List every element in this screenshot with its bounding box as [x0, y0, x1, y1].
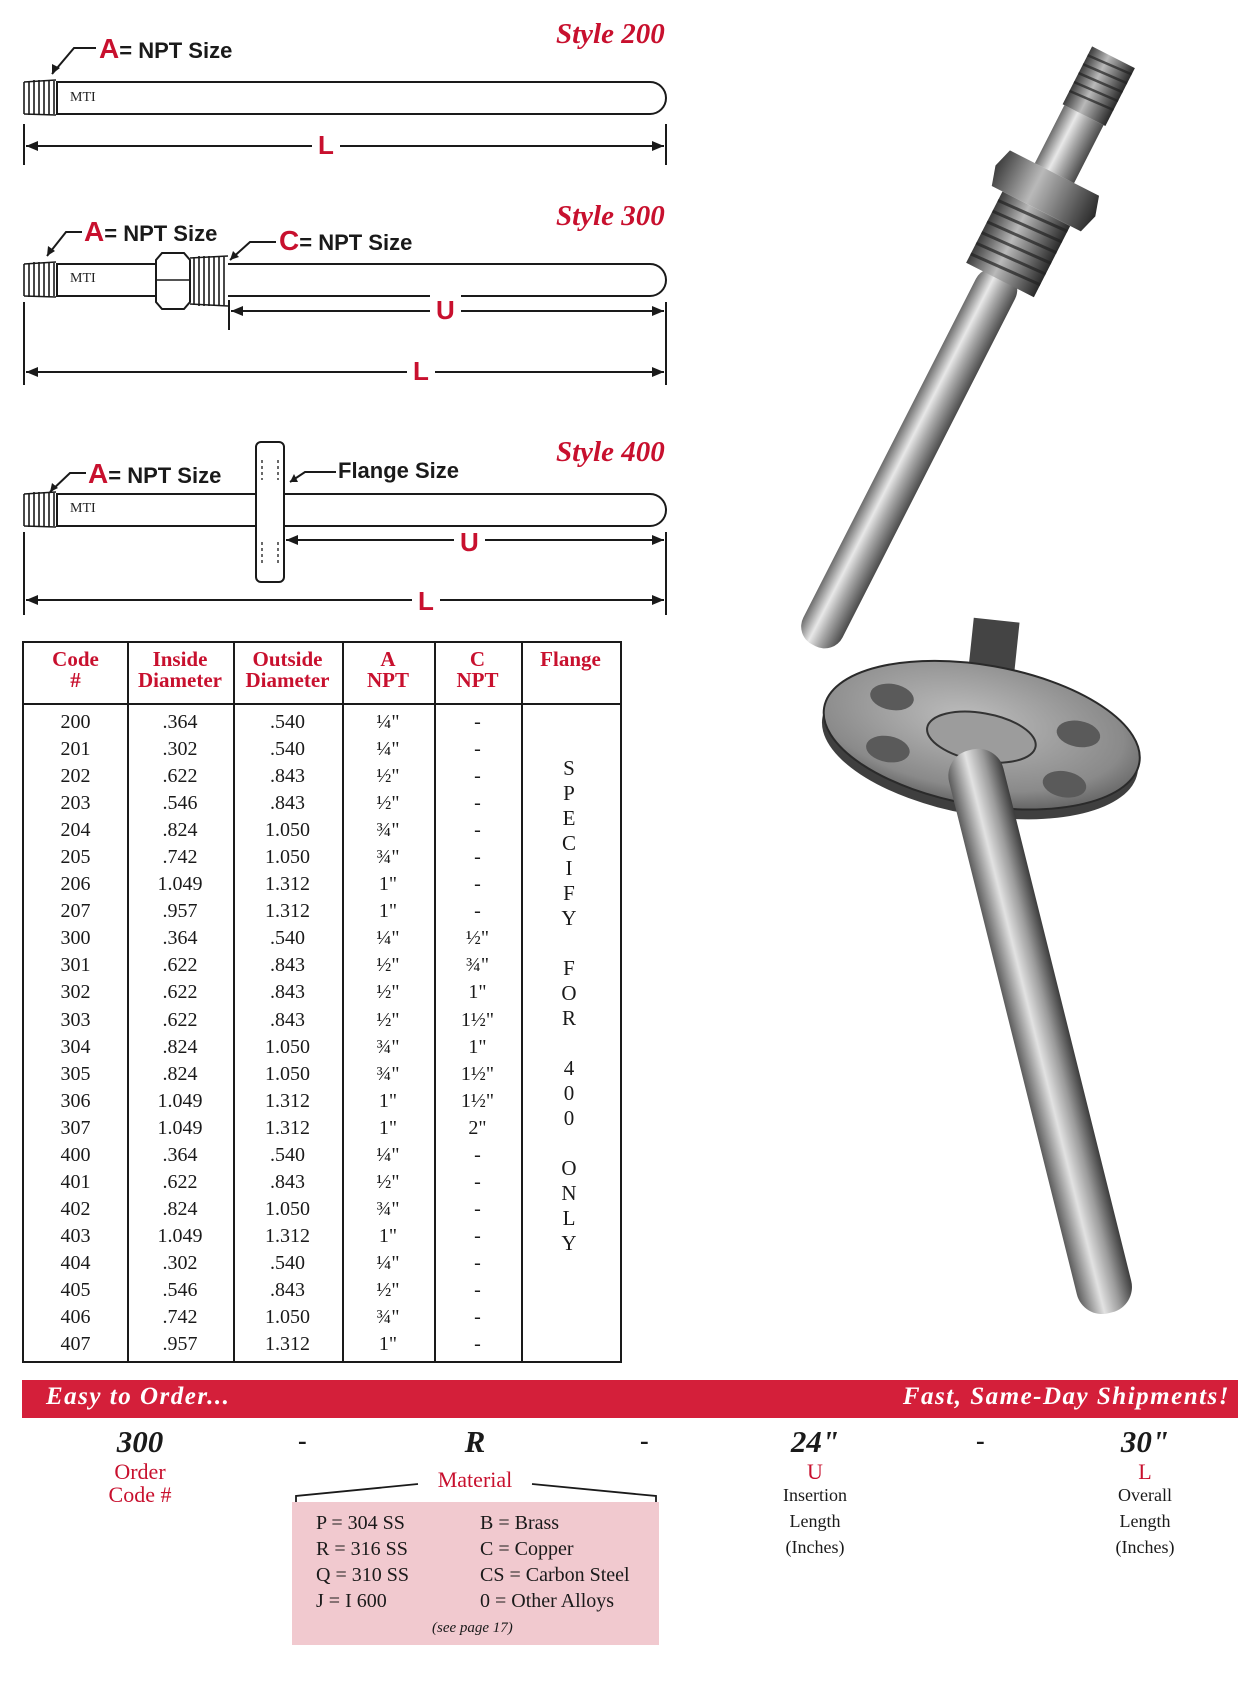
order-u-value: 24" [790, 1424, 840, 1459]
flange-note-letter [544, 1130, 594, 1155]
flange-note-letter: O [561, 981, 577, 1005]
cell-id: .302 [162, 1251, 198, 1274]
cell-od: 1.050 [265, 846, 310, 869]
cell-od: 1.312 [265, 1116, 310, 1139]
cell-a: ¼" [376, 711, 400, 733]
cell-c: ¾" [465, 954, 490, 977]
cell-a: ¼" [376, 738, 400, 761]
see-page-note: (see page 17) [432, 1620, 513, 1636]
cell-code: 301 [60, 954, 91, 977]
cell-c: 1½" [460, 1008, 495, 1031]
table-row [24, 1331, 620, 1358]
cell-c: - [474, 846, 481, 869]
cell-od: 1.312 [265, 1333, 310, 1356]
style-400-l-dimension: L [412, 586, 440, 617]
cell-code: 306 [60, 1089, 91, 1112]
cell-code: 302 [60, 981, 91, 1004]
flange-note-letter: N [561, 1181, 577, 1205]
style-400-product-photo [820, 600, 1240, 1360]
cell-a: ½" [376, 1278, 400, 1301]
cell-a: 1" [378, 1224, 398, 1247]
cell-code: 207 [60, 900, 91, 923]
cell-a: ¾" [376, 1062, 400, 1085]
flange-note-letter: R [561, 1006, 576, 1030]
style-300-drawing [0, 200, 700, 400]
header-separator [24, 703, 620, 705]
cell-c: 1½" [460, 1089, 495, 1112]
cell-od: .843 [270, 765, 305, 788]
cell-code: 205 [60, 846, 91, 869]
cell-code: 405 [60, 1278, 91, 1301]
cell-id: .622 [162, 1008, 198, 1031]
table-row [24, 1061, 620, 1088]
style-300-mti: MTI [70, 271, 96, 286]
cell-a: 1" [378, 873, 398, 896]
cell-a: ¼" [376, 1251, 400, 1274]
cell-code: 305 [60, 1062, 91, 1085]
cell-id: .622 [162, 1170, 198, 1193]
cell-od: 1.050 [265, 819, 310, 842]
material-option: C = Copper [480, 1538, 574, 1560]
style-400-mti: MTI [70, 501, 96, 516]
material-options-box [292, 1502, 659, 1645]
cell-id: 1.049 [157, 1089, 203, 1112]
cell-code: 300 [60, 927, 91, 950]
a-letter: A [99, 33, 120, 64]
cell-code: 201 [60, 738, 91, 761]
style-200-mti: MTI [70, 90, 96, 105]
flange-note-letter: C [561, 831, 576, 855]
table-row [24, 1088, 620, 1115]
material-option: R = 316 SS [316, 1538, 408, 1560]
table-row [24, 1304, 620, 1331]
cell-a: 1" [378, 1089, 398, 1112]
table-row [24, 763, 620, 790]
order-u-letter: U [807, 1459, 823, 1484]
order-code-value: 300 [116, 1424, 164, 1459]
cell-od: .843 [270, 1008, 305, 1031]
cell-id: .364 [162, 1143, 198, 1166]
cell-od: .843 [270, 981, 305, 1004]
flange-note-letter: O [561, 1156, 577, 1180]
a-letter: A [88, 458, 109, 489]
cell-code: 307 [60, 1116, 91, 1139]
table-row [24, 709, 620, 736]
table-row [24, 925, 620, 952]
cell-c: 2" [468, 1116, 487, 1139]
cell-c: - [474, 1197, 481, 1220]
table-row [24, 1223, 620, 1250]
a-label-text: = NPT Size [119, 38, 233, 63]
order-banner [22, 1380, 1238, 1418]
cell-code: 401 [60, 1170, 91, 1193]
cell-od: 1.050 [265, 1035, 310, 1058]
table-row [24, 1169, 620, 1196]
flange-note [544, 755, 594, 1255]
header-flange: Flange [540, 647, 601, 671]
cell-code: 402 [60, 1197, 91, 1220]
style-300-title: Style 300 [556, 200, 665, 232]
cell-code: 203 [60, 792, 91, 815]
flange-note-letter: L [562, 1206, 576, 1230]
cell-code: 204 [60, 819, 91, 842]
style-400-u-dimension: U [454, 527, 485, 558]
order-l-description: Overall Length (Inches) [1115, 1485, 1175, 1557]
cell-a: ½" [376, 792, 400, 815]
table-row [24, 898, 620, 925]
flange-note-letter: P [563, 781, 575, 805]
material-option: B = Brass [480, 1512, 560, 1534]
flange-note-letter: 0 [563, 1106, 575, 1130]
table-row [24, 1142, 620, 1169]
material-option: J = I 600 [316, 1590, 387, 1612]
order-dash: - [640, 1426, 649, 1455]
a-label-text: = NPT Size [104, 221, 218, 246]
flange-note-letter: F [563, 881, 575, 905]
cell-od: 1.050 [265, 1062, 310, 1085]
cell-a: ¾" [376, 846, 400, 869]
flange-note-letter [544, 1030, 594, 1055]
table-row [24, 871, 620, 898]
flange-note-letter: I [565, 856, 573, 880]
cell-c: - [474, 900, 481, 923]
cell-c: - [474, 1143, 481, 1166]
a-letter: A [84, 216, 105, 247]
table-row [24, 844, 620, 871]
cell-c: - [474, 1306, 481, 1329]
cell-code: 407 [60, 1333, 91, 1356]
flange-note-letter: S [563, 756, 575, 780]
cell-c: - [474, 873, 481, 896]
cell-id: .824 [162, 1035, 198, 1058]
cell-id: .742 [162, 1306, 198, 1329]
cell-a: ½" [376, 1008, 400, 1031]
cell-od: 1.312 [265, 1224, 310, 1247]
table-row [24, 979, 620, 1006]
order-l-letter: L [1138, 1459, 1152, 1484]
cell-a: 1" [378, 1116, 398, 1139]
style-200-drawing [0, 0, 700, 170]
table-row [24, 1115, 620, 1142]
cell-c: - [474, 1333, 481, 1356]
style-300-product-photo [700, 40, 1260, 660]
header-outside-diameter: Outside Diameter [245, 647, 330, 692]
table-row [24, 817, 620, 844]
cell-od: .540 [270, 1143, 305, 1166]
cell-c: 1" [468, 981, 487, 1004]
table-row [24, 1196, 620, 1223]
cell-id: .364 [162, 711, 198, 733]
table-row [24, 1007, 620, 1034]
table-row [24, 736, 620, 763]
cell-od: .540 [270, 927, 305, 950]
header-code: Code # [52, 647, 99, 692]
cell-code: 404 [60, 1251, 91, 1274]
cell-id: .546 [162, 1278, 198, 1301]
header-inside-diameter: Inside Diameter [138, 647, 222, 692]
band-right-text: Fast, Same-Day Shipments! [902, 1383, 1230, 1410]
cell-c: - [474, 1170, 481, 1193]
cell-a: ¼" [376, 1143, 400, 1166]
cell-id: .957 [162, 1333, 198, 1356]
style-400-title: Style 400 [556, 436, 665, 468]
style-200-title: Style 200 [556, 18, 665, 50]
cell-c: 1" [468, 1035, 487, 1058]
cell-a: ¾" [376, 819, 400, 842]
cell-od: 1.312 [265, 873, 310, 896]
style-400-drawing [0, 430, 700, 630]
table-row [24, 790, 620, 817]
cell-a: ½" [376, 1170, 400, 1193]
order-dash: - [298, 1426, 307, 1455]
cell-a: ½" [376, 954, 400, 977]
cell-c: - [474, 711, 481, 733]
cell-id: .742 [162, 846, 198, 869]
cell-c: - [474, 765, 481, 788]
cell-code: 406 [60, 1306, 91, 1329]
flange-note-letter: Y [561, 906, 577, 930]
cell-code: 304 [60, 1035, 91, 1058]
cell-code: 303 [60, 1008, 91, 1031]
cell-c: - [474, 1278, 481, 1301]
cell-a: ¼" [376, 927, 400, 950]
cell-code: 202 [60, 765, 91, 788]
cell-code: 200 [60, 711, 91, 733]
a-label-text: = NPT Size [108, 463, 222, 488]
cell-od: .843 [270, 1170, 305, 1193]
cell-a: 1" [378, 900, 398, 923]
material-option: CS = Carbon Steel [480, 1564, 630, 1586]
cell-od: .843 [270, 792, 305, 815]
flange-note-letter [544, 930, 594, 955]
cell-c: - [474, 1224, 481, 1247]
cell-od: .843 [270, 1278, 305, 1301]
style-300-l-dimension: L [407, 356, 435, 387]
header-c-npt: C NPT [456, 647, 499, 692]
cell-id: .622 [162, 765, 198, 788]
table-body [24, 709, 620, 1358]
cell-od: .540 [270, 711, 305, 733]
cell-a: ¾" [376, 1306, 400, 1329]
cell-id: .622 [162, 954, 198, 977]
cell-id: .824 [162, 819, 198, 842]
cell-od: .540 [270, 738, 305, 761]
order-dash: - [976, 1426, 985, 1455]
cell-a: ½" [376, 981, 400, 1004]
order-u-description: Insertion Length (Inches) [783, 1485, 847, 1557]
cell-id: .824 [162, 1062, 198, 1085]
material-option: 0 = Other Alloys [480, 1590, 615, 1612]
cell-od: .540 [270, 1251, 305, 1274]
style-400-flange-label: Flange Size [338, 458, 460, 483]
style-300-u-dimension: U [430, 295, 461, 326]
cell-id: .824 [162, 1197, 198, 1220]
order-code-label: Order Code # [108, 1459, 172, 1507]
cell-id: .622 [162, 981, 198, 1004]
cell-a: ¾" [376, 1197, 400, 1220]
spec-table [22, 641, 622, 1363]
cell-id: .957 [162, 900, 198, 923]
cell-od: .843 [270, 954, 305, 977]
cell-id: 1.049 [157, 1224, 203, 1247]
flange-note-letter: 0 [563, 1081, 575, 1105]
cell-id: .546 [162, 792, 198, 815]
cell-c: 1½" [460, 1062, 495, 1085]
cell-code: 403 [60, 1224, 91, 1247]
cell-a: ½" [376, 765, 400, 788]
flange-note-letter: F [563, 956, 575, 980]
cell-a: ¾" [376, 1035, 400, 1058]
cell-a: 1" [378, 1333, 398, 1356]
flange-note-letter: 4 [563, 1056, 575, 1080]
header-a-npt: A NPT [367, 647, 409, 692]
order-material-label: Material [437, 1467, 513, 1492]
table-row [24, 1034, 620, 1061]
flange-note-letter: E [562, 806, 576, 830]
table-row [24, 952, 620, 979]
cell-code: 206 [60, 873, 91, 896]
cell-id: 1.049 [157, 873, 203, 896]
band-left-text: Easy to Order... [46, 1383, 231, 1410]
cell-c: - [474, 738, 481, 761]
cell-c: - [474, 792, 481, 815]
cell-od: 1.312 [265, 1089, 310, 1112]
flange-note-letter: Y [561, 1231, 577, 1255]
cell-c: - [474, 1251, 481, 1274]
cell-code: 400 [60, 1143, 91, 1166]
material-option: P = 304 SS [316, 1512, 405, 1534]
c-label-text: = NPT Size [299, 230, 413, 255]
cell-id: 1.049 [157, 1116, 203, 1139]
cell-od: 1.312 [265, 900, 310, 923]
cell-c: - [474, 819, 481, 842]
cell-od: 1.050 [265, 1197, 310, 1220]
order-material-value: R [464, 1424, 486, 1459]
c-letter: C [279, 225, 300, 256]
table-row [24, 1250, 620, 1277]
material-option: Q = 310 SS [316, 1564, 409, 1586]
cell-c: ½" [465, 927, 490, 950]
order-l-value: 30" [1120, 1424, 1170, 1459]
cell-od: 1.050 [265, 1306, 310, 1329]
style-200-l-dimension: L [312, 130, 340, 161]
cell-id: .302 [162, 738, 198, 761]
table-row [24, 1277, 620, 1304]
cell-id: .364 [162, 927, 198, 950]
